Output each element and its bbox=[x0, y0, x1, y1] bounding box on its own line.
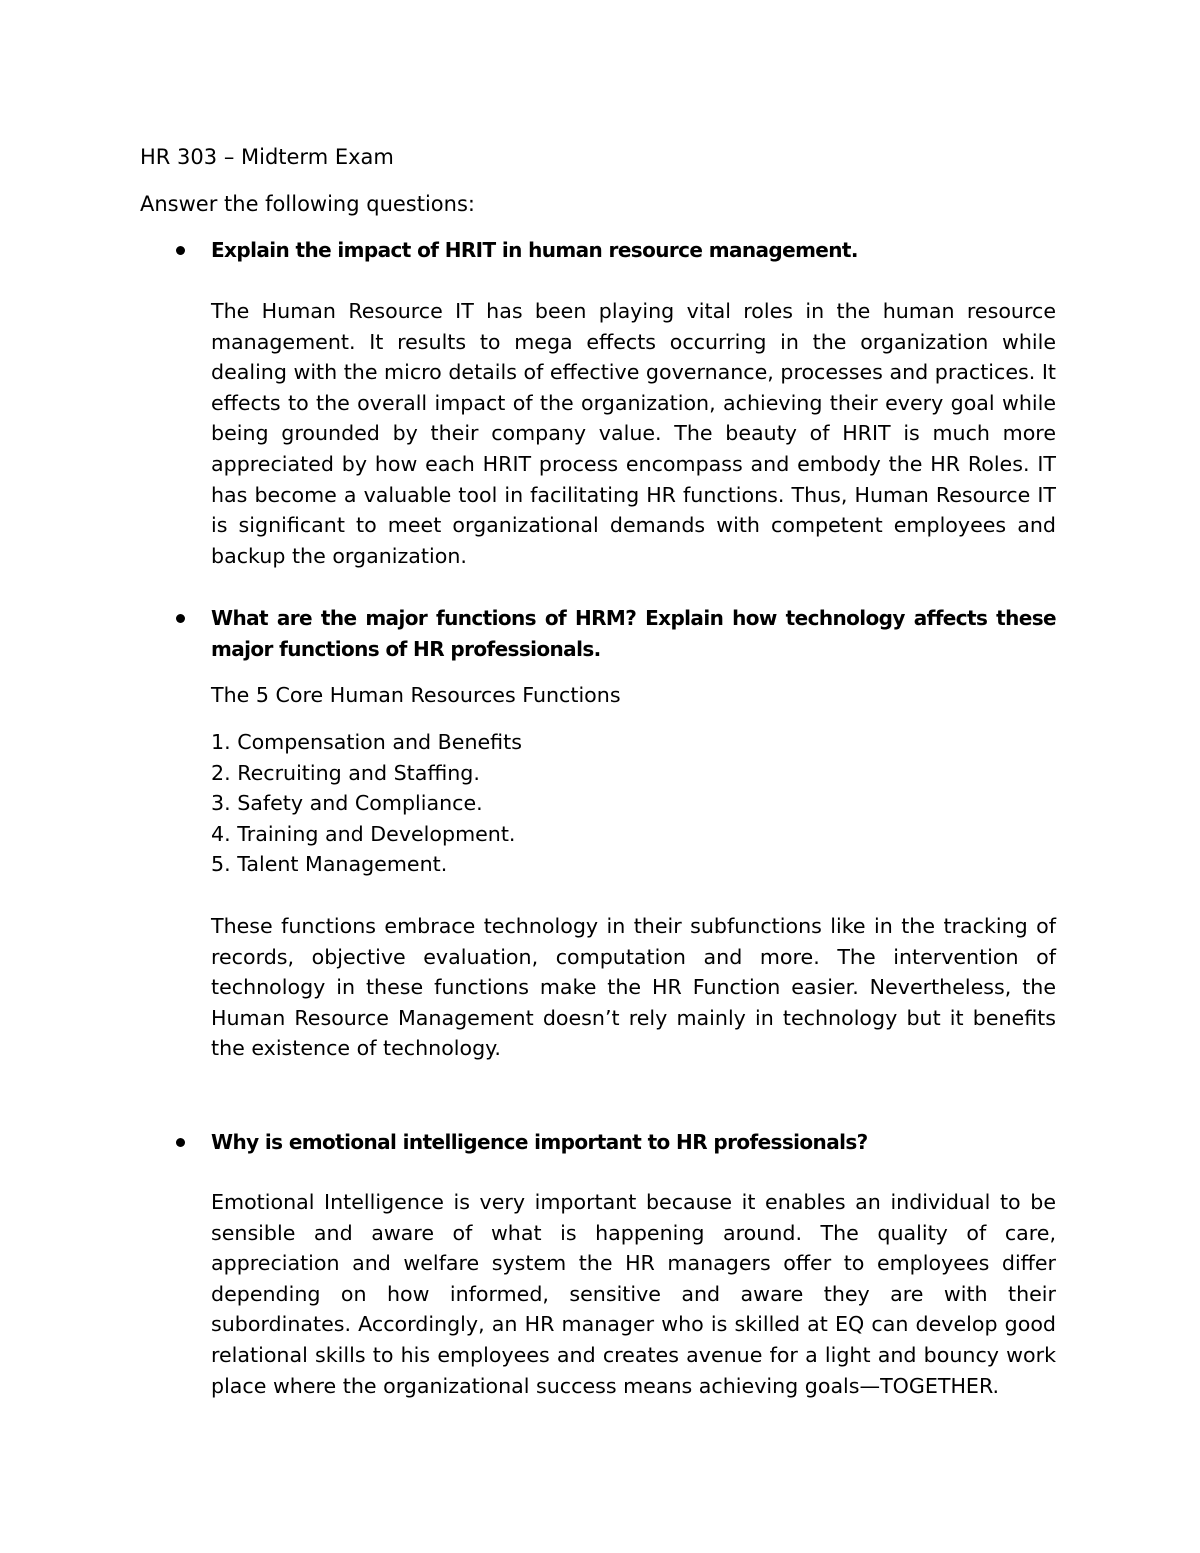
answer-1: The Human Resource IT has been playing vital roles in the human resource management. It results to mega effects occurring in the organization while dealing with the micro details of effective governance, processes and practices. It effects to the overall impact of the organization, achieving their every goal while being grounded by their company value. The beauty of HRIT is much more appreciated by how each HRIT process encompass and embody the HR Roles. IT has become a valuable tool in facilitating HR functions. Thus, Human Resource IT is significant to meet organizational demands with competent employees and backup the organization. bbox=[211, 299, 1056, 568]
bullet-marker-3 bbox=[176, 1138, 185, 1147]
question-1: Explain the impact of HRIT in human resource management. bbox=[211, 238, 858, 262]
list-item: 1. Compensation and Benefits bbox=[211, 730, 522, 754]
list-item: 3. Safety and Compliance. bbox=[211, 791, 483, 816]
list-item: 5. Talent Management. bbox=[211, 852, 448, 877]
question-2: What are the major functions of HRM? Explain how technology affects these major functions of HR professionals. bbox=[211, 606, 1056, 661]
bullet-marker-2 bbox=[176, 614, 185, 623]
exam-title: HR 303 – Midterm Exam bbox=[140, 145, 394, 169]
list-item: 2. Recruiting and Staffing. bbox=[211, 760, 480, 785]
functions-list bbox=[211, 727, 522, 880]
question-3: Why is emotional intelligence important to HR professionals? bbox=[211, 1130, 868, 1154]
answer-2: These functions embrace technology in their subfunctions like in the tracking of records, objective evaluation, computation and more. The intervention of technology in these functions make the HR Function easier. Nevertheless, the Human Resource Management doesn’t rely mainly in technology but it benefits the existence of technology. bbox=[211, 914, 1056, 1061]
answer-3: Emotional Intelligence is very important because it enables an individual to be sensible and aware of what is happening around. The quality of care, appreciation and welfare system the HR managers offer to employees differ depending on how informed, sensitive and aware they are with their subordinates. Accordingly, an HR manager who is skilled at EQ can develop good relational skills to his employees and creates avenue for a light and bouncy work place where the organizational success means achieving goals—TOGETHER. bbox=[211, 1190, 1056, 1398]
exam-instructions: Answer the following questions: bbox=[140, 192, 475, 216]
bullet-marker-1 bbox=[176, 246, 185, 255]
functions-intro: The 5 Core Human Resources Functions bbox=[211, 683, 621, 707]
list-item: 4. Training and Development. bbox=[211, 821, 516, 846]
